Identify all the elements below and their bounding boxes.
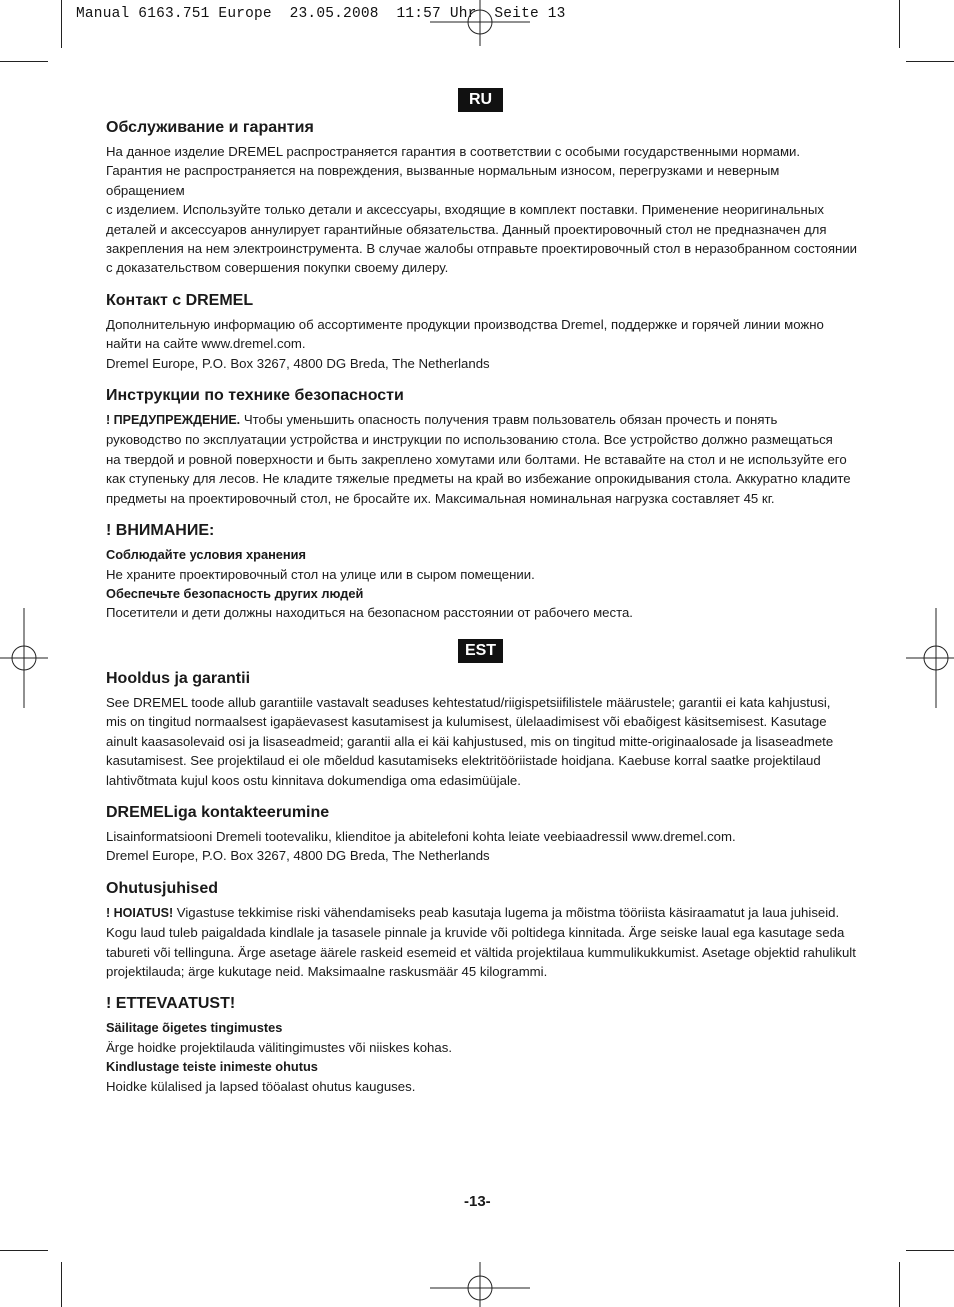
text-line: lahtivõtmata kujul koos ostu kinnitava dokumendiga oma edasimüüjale. — [106, 772, 521, 788]
section-title: ! ETTEVAATUST! — [106, 995, 236, 1013]
section-title: Ohutusjuhised — [106, 879, 218, 897]
section-title: DREMELiga kontakteerumine — [106, 804, 330, 822]
print-header: Manual 6163.751 Europe 23.05.2008 11:57 Uhr Seite 13 — [76, 6, 566, 22]
ru-caution-section — [106, 521, 858, 623]
text-line: предметы на проектировочный стол, не бросайте их. Максимальная номинальная нагрузка составляет 45 кг. — [106, 490, 775, 506]
warning-label: ! HOIATUS! — [106, 905, 174, 920]
est-content — [106, 669, 858, 1096]
text-line: На данное изделие DREMEL распространяется гарантия в соответствии с особыми государственными нормами. — [106, 144, 801, 159]
text-line: Не храните проектировочный стол на улице или в сыром помещении. — [106, 566, 535, 582]
text-line: руководство по эксплуатации устройства и инструкции по использованию стола. Все устройство должно размещаться — [106, 432, 833, 448]
text-line: Kogu laud tuleb paigaldada kindlale ja tasasele pinnale ja kruvide või poltidega kinnitada. Ärge seiske laual ega kasutage seda — [106, 925, 845, 941]
text-line: как ступеньку для лесов. Не кладите тяжелые предметы на край во избежание опрокидывания стола. Аккуратно кладите — [106, 471, 851, 487]
text-line: ainult kaasasolevaid osi ja lisaseadmeid; garantii alla ei käi kahjustused, mis on tingitud mitte-originaalosade ja lisaseadmete — [106, 733, 834, 749]
text-line: с доказательством совершения покупки своему дилеру. — [106, 260, 449, 276]
subsection-title: Kindlustage teiste inimeste ohutus — [106, 1059, 318, 1075]
registration-mark-right — [906, 608, 954, 708]
registration-mark-left — [0, 608, 48, 708]
page-number: -13- — [464, 1193, 491, 1210]
registration-mark-bottom — [430, 1262, 530, 1307]
section-title: Обслуживание и гарантия — [106, 119, 314, 136]
section-title: ! ВНИМАНИЕ: — [106, 522, 215, 540]
text-line: Dremel Europe, P.O. Box 3267, 4800 DG Breda, The Netherlands — [106, 848, 490, 864]
text-line — [106, 410, 858, 430]
est-caution-section — [106, 994, 858, 1096]
text-line: найти на сайте www.dremel.com. — [106, 336, 306, 352]
est-contact-section — [106, 803, 858, 866]
warning-text: Vigastuse tekkimise riski vähendamiseks peab kasutaja lugema ja mõistma tööriista käsiraamatut ja laua juhiseid. — [173, 904, 840, 920]
ru-safety-section — [106, 386, 858, 508]
text-line: projektilauda; ärge kukutage neid. Maksimaalne raskusmäär 45 kilogrammi. — [106, 964, 548, 980]
text-line: Dremel Europe, P.O. Box 3267, 4800 DG Breda, The Netherlands — [106, 355, 490, 371]
ru-content — [106, 118, 858, 623]
text-line: Посетители и дети должны находиться на безопасном расстоянии от рабочего места. — [106, 605, 633, 621]
text-line: Ärge hoidke projektilauda välitingimustes või niiskes kohas. — [106, 1039, 452, 1055]
warning-label: ! ПРЕДУПРЕЖДЕНИЕ. — [106, 413, 241, 428]
section-title: Контакт с DREMEL — [106, 291, 254, 309]
warning-text: Чтобы уменьшить опасность получения травм пользователь обязан прочесть и понять — [240, 412, 778, 428]
text-line: Lisainformatsiooni Dremeli tootevaliku, klienditoe ja abitelefoni kohta leiate veebiaadressil www.dremel.com. — [106, 829, 736, 845]
lang-badge-ru: RU — [458, 88, 503, 112]
est-warranty-section — [106, 669, 858, 790]
registration-mark-top — [430, 0, 530, 48]
text-line: mis on tingitud normaalsest igapäevasest kasutamisest ja kulumisest, ülelaadimisest või ebaõigest käsitsemisest. Kasutage — [106, 714, 827, 730]
text-line: деталей и аксессуаров аннулирует гарантийные обязательства. Данный проектировочный стол не предназначен для — [106, 221, 827, 237]
text-line: с изделием. Используйте только детали и аксессуары, входящие в комплект поставки. Применение неоригинальных — [106, 202, 824, 218]
text-line: kasutamisest. See projektilaud ei ole mõeldud kasutamiseks elektritööriistade hoidjana. Kaebuse korral saatke projektilaud — [106, 753, 821, 769]
section-title: Hooldus ja garantii — [106, 670, 251, 687]
section-title: Инструкции по технике безопасности — [106, 387, 404, 405]
ru-warranty-section — [106, 118, 858, 278]
subsection-title: Обеспечьте безопасность других людей — [106, 585, 364, 601]
text-line: Дополнительную информацию об ассортименте продукции производства Dremel, поддержке и горячей линии можно — [106, 316, 824, 332]
subsection-title: Соблюдайте условия хранения — [106, 547, 306, 563]
text-line: Hoidke külalised ja lapsed tööalast ohutus kauguses. — [106, 1078, 416, 1094]
text-line: See DREMEL toode allub garantiile vastavalt seaduses kehtestatud/riigispetsiifilistele määrustele; garantii ei kata kahjustusi, — [106, 695, 831, 710]
lang-badge-est: EST — [458, 639, 503, 663]
text-line — [106, 903, 858, 923]
subsection-title: Säilitage õigetes tingimustes — [106, 1020, 283, 1036]
text-line: Гарантия не распространяется на повреждения, вызванные нормальным износом, перегрузками и неверным обращением — [106, 163, 780, 198]
est-safety-section — [106, 879, 858, 982]
ru-contact-section — [106, 291, 858, 373]
text-line: закрепления на нем электроинструмента. В случае жалобы отправьте проектировочный стол в неразобранном состоянии — [106, 241, 858, 257]
text-line: на твердой и ровной поверхности и быть закреплено хомутами или болтами. Не вставайте на стол и не используйте его — [106, 451, 847, 467]
text-line: tabureti või tellinguna. Ärge asetage äärele raskeid esemeid et vältida projektilaua kummulikukkumist. Asetage objektid rahulikult — [106, 944, 856, 960]
